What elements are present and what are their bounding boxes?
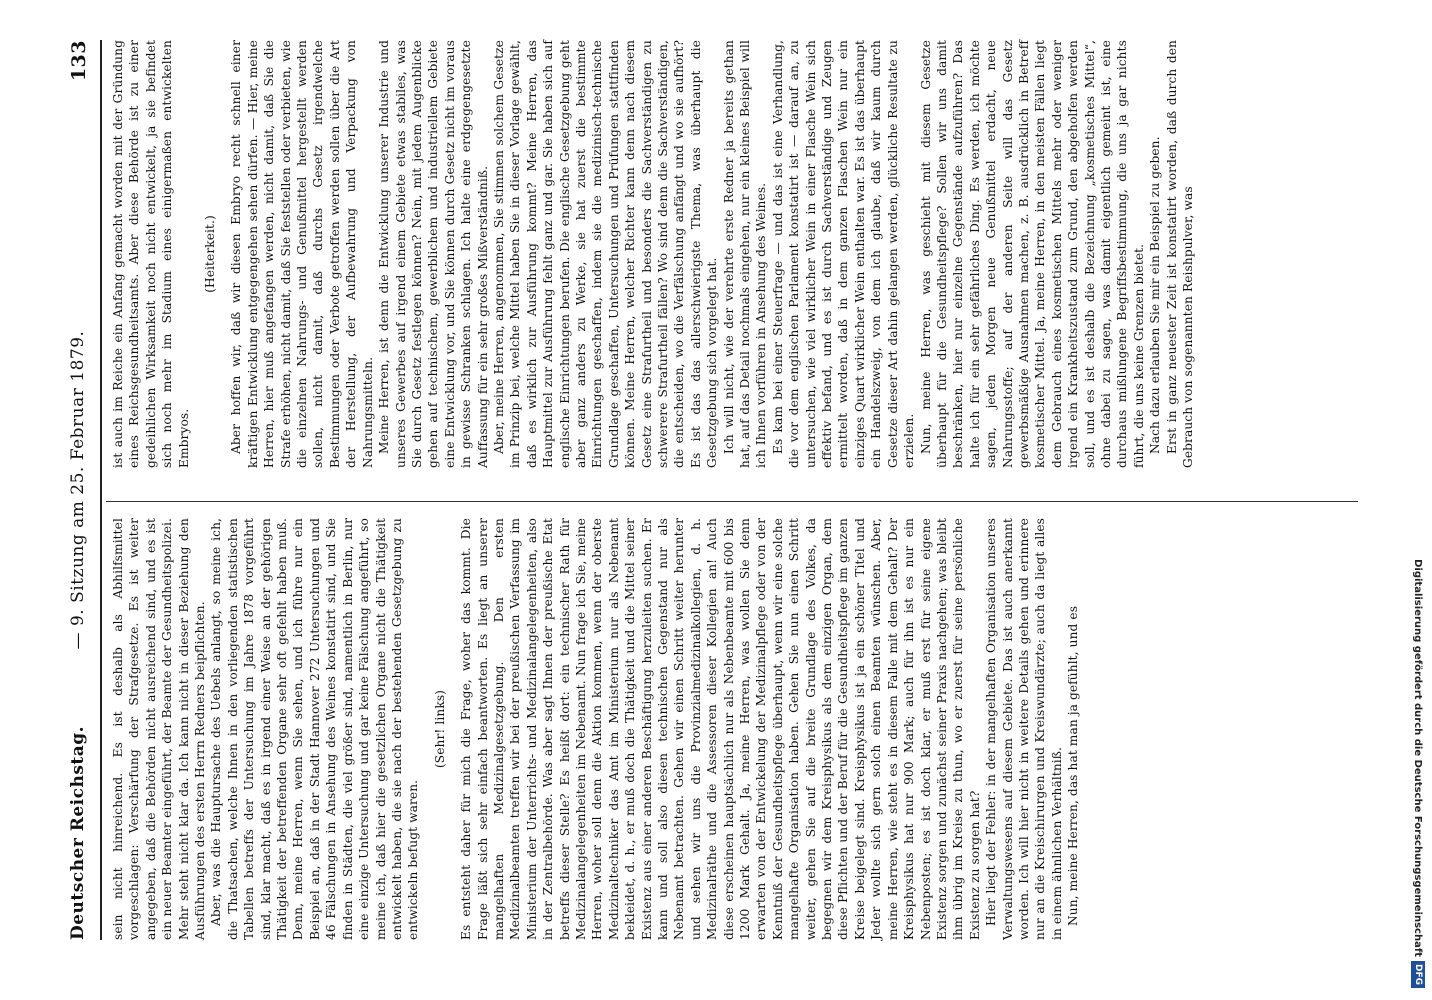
paragraph: Nun, meine Herren, was geschieht mit diesem Gesetze überhaupt für die Gesundheitspflege? Sollen wir uns damit beschränken, hier nur einzelne Gegenstände aufzuführen? Das halte ich für ein sehr gefährliches Ding. Es werden, ich möchte sagen, jeden Morgen neue Genußmittel erdacht, neue Nahrungsstoffe; auf der anderen Seite will das Gesetz gewerbsmäßige Ausnahmen machen, z. B. ausdrücklich in Betreff kosmetischer Mittel. Ja, meine Herren, in den meisten Fällen liegt dem Gebrauch eines kosmetischen Mittels mehr oder weniger irgend ein Krankheitszustand zum Grund, den abgeholfen werden soll, und es ist deshalb die Bezeichnung „kosmetisches Mittel“, ohne dabei zu sagen, was damit eigentlich gemeint ist, eine durchaus mißlungene Begriffsbestimmung, die uns ja gar nichts führt, die uns keine Grenzen bietet. (918, 40, 1146, 468)
paragraph: Es entsteht daher für mich die Frage, woher das kommt. Die Frage läßt sich sehr einfach beantworten. Es liegt an unserer mangelhaften Medizinalgesetzgebung. Den ersten Medizinalbeamten treffen wir bei der preußischen Verfassung im Ministerium der Unterrichts- und Medizinalangelegenheiten, also in der Zentralbehörde. Was aber sagt Ihnen der preußische Etat betreffs dieser Stelle? Es heißt dort: ein technischer Rath für Medizinalangelegenheiten im Nebenamt. Nun frage ich Sie, meine Herren, woher soll denn die Aktion kommen, wenn der oberste Medizinaltechniker das Amt im Ministerium nur als Nebenamt bekleidet, d. h., er muß doch die Thätigkeit und die Mittel seiner Existenz aus einer anderen Beschäftigung herzuleiten suchen. Er kann und soll also diesen technischen Gegenstand nur als Nebenamt betrachten. Gehen wir einen Schritt weiter herunter und sehen wir uns die Provinzialmedizinalkollegien, d. h. Medizinalräthe und die Assessoren dieser Kollegien an! Auch diese erscheinen hauptsächlich nur als Nebenbeamte mit 600 bis 1200 Mark Gehalt. Ja, meine Herren, was wollen Sie denn erwarten von der Entwickelung der Medizinalpflege oder von der Kenntniß der Gesundheitspflege überhaupt, wenn wir eine solche mangelhafte Organisation haben. Gehen Sie nun einen Schritt weiter, gehen Sie auf die breite Grundlage des Volkes, da begegnen wir dem Kreisphysikus als dem einzigen Organ, dem diese Pflichten und der Beruf für die Gesundheitspflege im ganzen Kreise beigelegt sind. Kreisphysikus ist ja ein schöner Titel und Jeder wollte sich gern solch einen Beamten wünschen. Aber, meine Herren, wie steht es in diesem Falle mit dem Gehalt? Der Kreisphysikus hat nur 900 Mark; auch für ihn ist es nur ein Nebenposten; es ist doch klar, er muß erst für seine eigene Existenz sorgen und zunächst seiner Praxis nachgehen; was bleibt ihm übrig im Kreise zu thun, wo er zuerst für seine persönliche Existenz zu sorgen hat? (459, 518, 982, 940)
paragraph: Meine Herren, ist denn die Entwicklung unserer Industrie und unseres Gewerbes auf irgend einem Gebiete etwas stabiles, was Sie durch Gesetz festlegen können? Nein, mit jedem Augenblicke gehen auf technischem, gewerblichem und industriellem Gebiete eine Entwicklung vor, und Sie können durch Gesetz nicht im voraus in gewisse Schranken schlagen. Ich halte eine erdgegengesetzte Auffassung für ein sehr großes Mißverständniß. (377, 40, 490, 468)
left-column (110, 518, 1082, 940)
digitization-credit: Digitalisierung gefördert durch die Deutsche Forschungsgemeinschaft (1412, 559, 1424, 957)
page-number: 133 (68, 40, 90, 82)
interjection: (Sehr! links) (432, 689, 447, 769)
publication-title: Deutscher Reichstag. (68, 725, 88, 940)
paragraph: ist auch im Reiche ein Anfang gemacht worden mit der Gründung eines Reichsgesundheitsamts. Aber diese Behörde ist zu einer gedeihlichen Wirksamkeit noch nicht entwickelt, ja sie befindet sich noch mehr im Stadium eines einigermaßen entwickelten Embryos. (111, 40, 191, 468)
column-divider (106, 501, 1358, 502)
paragraph: Nach dazu erlauben Sie mir ein Beispiel zu geben. (1148, 136, 1163, 454)
session-date: — 9. Sitzung am 25. Februar 1879. (68, 330, 88, 650)
header-rule (100, 40, 102, 940)
paragraph: sein nicht hinreichend. Es ist deshalb als Abhilfsmittel vorgeschlagen: Verschärfung der Strafgesetze. Es ist weiter angegeben, daß die Behörden nicht ausreichend sind, und es ist ein neuer Beamter eingeführt, der Beamte der Gesundheitspolizei. Mehr steht nicht klar da. Ich kann nicht in dieser Beziehung den Ausführungen des ersten Herrn Redners beipflichten. (111, 518, 208, 940)
interjection: (Heiterkeit.) (203, 215, 218, 293)
paragraph: Hier liegt der Fehler: in der mangelhaften Organisation unseres Verwaltungswesens auf diesem Gebiete. Das ist auch anerkannt worden. Ich will hier nicht in weitere Details gehen und erinnere nur an die Kreischirurgen und Kreiswundärzte; auch da liegt alles in einem ähnlichen Verhältniß. (984, 518, 1064, 940)
paragraph: Erst in ganz neuester Zeit ist konstatirt worden, daß durch den Gebrauch von sogenannten Reishpulver, was (1164, 40, 1195, 468)
paragraph: Aber hoffen wir, daß wir diesen Embryo recht schnell einer kräftigen Entwicklung entgegengehen sehen dürfen. — Hier, meine Herren, hier muß angefangen werden, nicht damit, daß Sie die Strafe erhöhen, nicht damit, daß Sie feststellen oder verbieten, wie die einzelnen Nahrungs- und Genußmittel hergestellt werden sollen, nicht damit, daß durchs Gesetz irgendwelche Bestimmungen oder Verbote getroffen werden sollen über die Art der Herstellung, der Aufbewahrung und Verpackung von Nahrungsmitteln. (229, 40, 375, 468)
paragraph: Es kam bei einer Steuerfrage — und das ist eine Verhandlung, die vor dem englischen Parlament konstatirt ist — darauf an, zu untersuchen, wie viel wirklicher Wein in einer Flasche Wein sich effektiv befand, und es ist durch Sachverständige und Zeugen ermittelt worden, daß in dem ganzen Flaschen Wein nur ein einziges Quart wirklicher Wein enthalten war. Es ist das überhaupt ein Handelszweig, von dem ich glaube, daß wir kaum durch Gesetze dieser Art dahin gelangen werden, glückliche Resultate zu erzielen. (770, 40, 917, 468)
paragraph: Nun, meine Herren, das hat man ja gefühlt, und es (1066, 605, 1081, 926)
digitization-credit-strip (1408, 12, 1428, 988)
paragraph: Aber, was die Hauptursache des Uebels anlangt, so meine ich, die Thatsachen, welche Ihnen in den vorliegenden statistischen Tabellen betreffs der Untersuchung im Jahre 1878 vorgeführt sind, klar macht, daß es in irgend einer Weise an der gehörigen Thätigkeit der betreffenden Organe sehr oft gefehlt haben muß. Denn, meine Herren, wenn Sie sehen, und ich führe nur ein Beispiel an, daß in der Stadt Hannover 272 Untersuchungen und 46 Fälschungen in Ansehung des Weines konstatirt sind, und Sie finden in Städten, die viel größer sind, namentlich in Berlin, nur eine einzige Untersuchung und gar keine Fälschung angeführt, so meine ich, daß hier die gesetzlichen Organe nicht die Thätigkeit entwickelt haben, die sie nach der bestehenden Gesetzgebung zu entwickeln befugt waren. (209, 518, 421, 940)
paragraph: Ich will nicht, wie der verehrte erste Redner ja bereits gethan hat, auf das Detail nochmals eingehen, nur ein kleines Beispiel will ich Ihnen vorführen in Ansehung des Weines. (721, 40, 769, 468)
paragraph: Aber, meine Herren, angenommen, Sie stimmen solchem Gesetze im Prinzip bei, welche Mittel haben Sie in dieser Vorlage gewählt, daß es wirklich zur Ausführung kommt? Meine Herren, das Hauptmittel zur Ausführung fehlt ganz und gar. Sie haben sich auf englische Einrichtungen berufen. Die englische Gesetzgebung geht aber ganz anders zu Werke, sie hat zuerst die bestimmte Einrichtungen geschaffen, indem sie die medizinisch-technische Grundlage geschaffen, Untersuchungen und Prüfungen stattfinden können. Meine Herren, welcher Richter kann denn nach diesem Gesetz eine Strafurtheil und besonders die Sachverständigen zu schwerere Strafurtheil fällen? Wo sind denn die Sachverständigen, die entscheiden, wo die Verfälschung anfängt und wo sie aufhört? Es ist das das allerschwierigste Thema, was überhaupt die Gesetzgebung sich vorgelegt hat. (491, 40, 720, 468)
dfg-logo: DFG (1411, 961, 1425, 988)
right-column (110, 40, 1196, 468)
page-header (68, 40, 98, 940)
